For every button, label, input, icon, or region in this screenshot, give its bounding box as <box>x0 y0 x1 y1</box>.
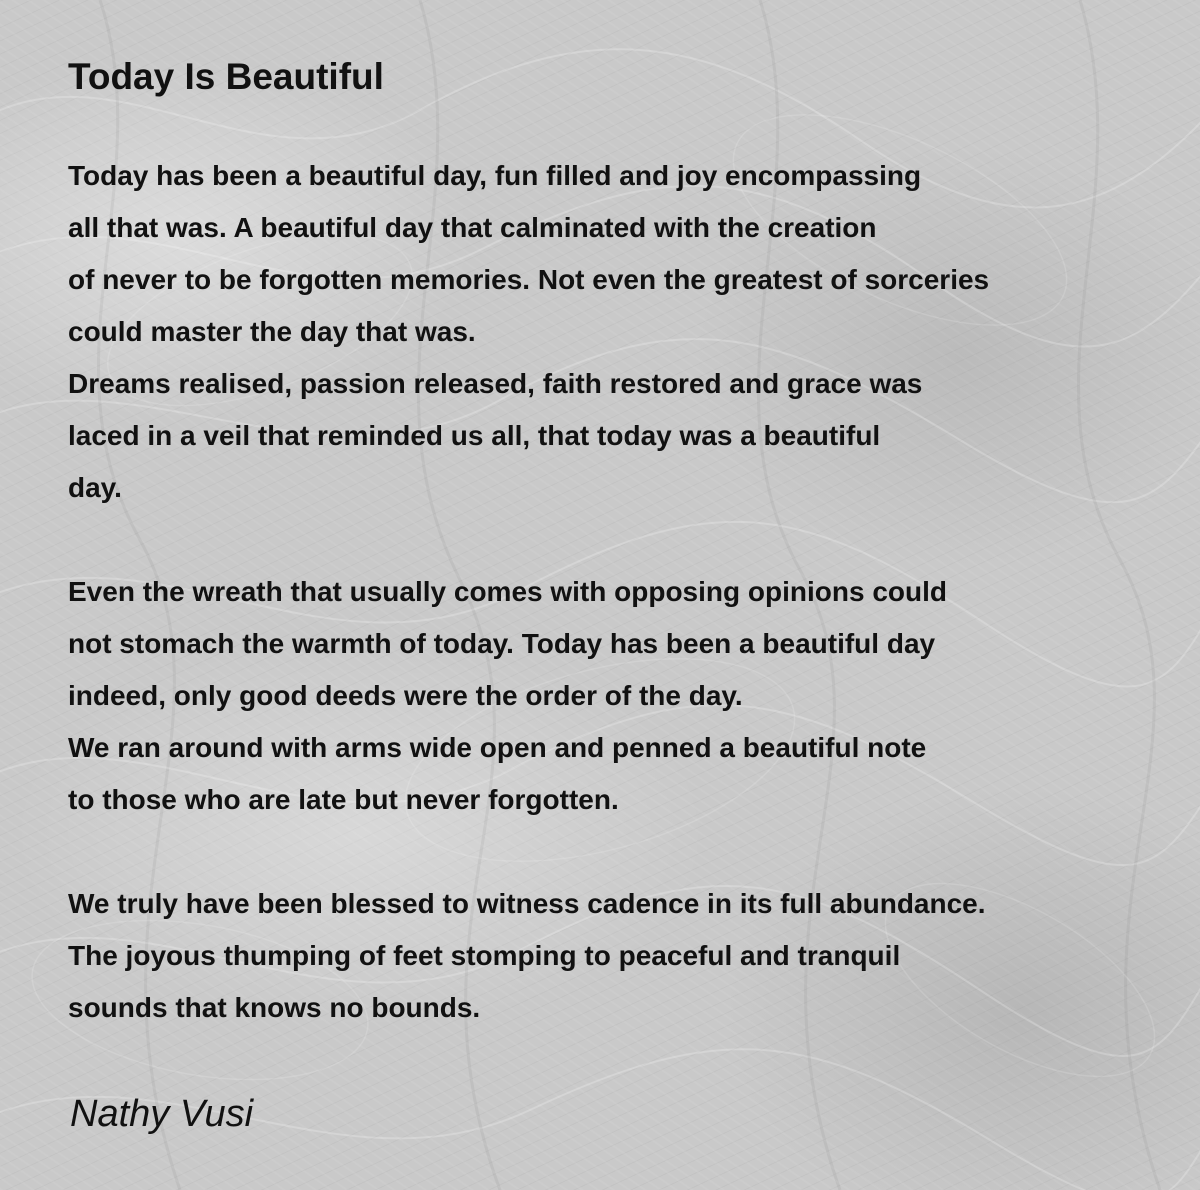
poem-line: sounds that knows no bounds. <box>68 992 481 1023</box>
poem-line: day. <box>68 472 122 503</box>
poem-line: We ran around with arms wide open and penned a beautiful note <box>68 732 927 763</box>
poem-line: We truly have been blessed to witness cadence in its full abundance. <box>68 888 986 919</box>
poem-line: not stomach the warmth of today. Today has been a beautiful day <box>68 628 936 659</box>
poem-line: Dreams realised, passion released, faith restored and grace was <box>68 368 923 399</box>
poem-line: Even the wreath that usually comes with opposing opinions could <box>68 576 947 607</box>
poem-title: Today Is Beautiful <box>68 56 384 97</box>
poem-line: could master the day that was. <box>68 316 476 347</box>
poem-line: indeed, only good deeds were the order of the day. <box>68 680 743 711</box>
poem-line: The joyous thumping of feet stomping to peaceful and tranquil <box>68 940 901 971</box>
poem-stanza-1 <box>68 150 989 514</box>
poem-line: laced in a veil that reminded us all, that today was a beautiful <box>68 420 881 451</box>
poem-stanza-3 <box>68 878 986 1034</box>
poem-line: to those who are late but never forgotten. <box>68 784 619 815</box>
poem-stanza-2 <box>68 566 947 826</box>
poem-line: of never to be forgotten memories. Not even the greatest of sorceries <box>68 264 990 295</box>
poem-line: all that was. A beautiful day that calminated with the creation <box>68 212 877 243</box>
poem-line: Today has been a beautiful day, fun filled and joy encompassing <box>68 160 922 191</box>
poem-author: Nathy Vusi <box>70 1093 254 1135</box>
